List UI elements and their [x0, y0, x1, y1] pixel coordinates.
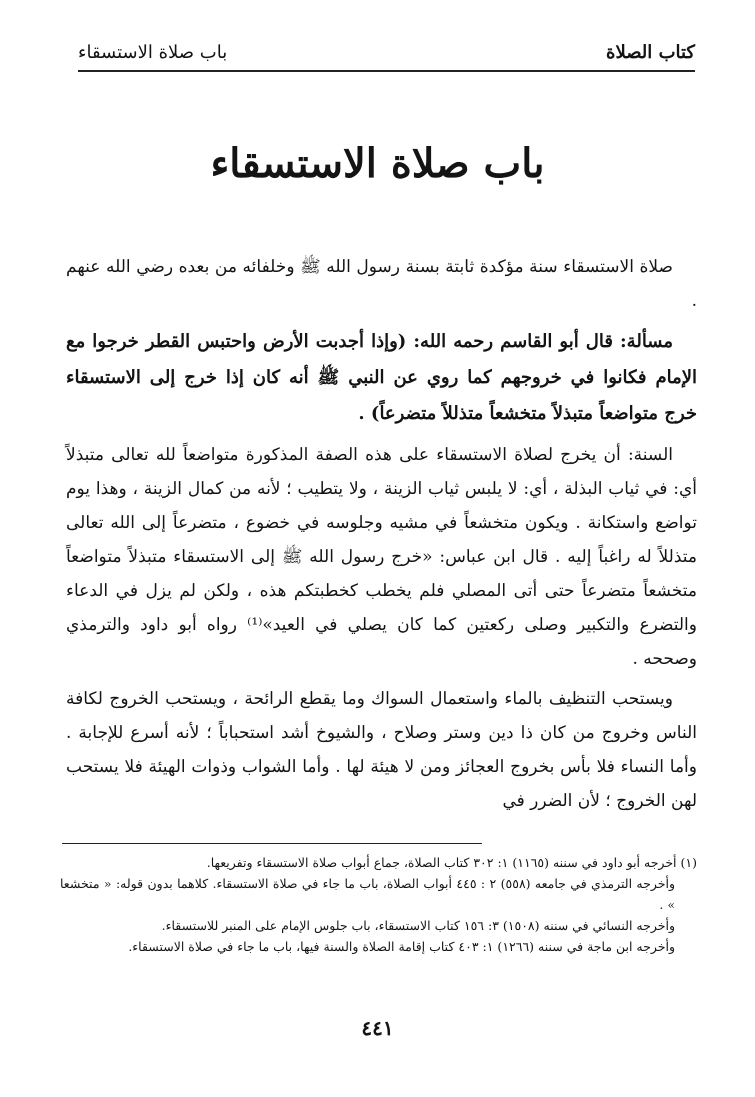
- footnote-continuation: وأخرجه الترمذي في جامعه (٥٥٨) ٢ : ٤٤٥ أبواب الصلاة، باب ما جاء في صلاة الاستسقاء. كلاهما بدون قوله: « متخشعا » .: [60, 876, 675, 912]
- paragraph-text: السنة: أن يخرج لصلاة الاستسقاء على هذه الصفة المذكورة متواضعاً لله تعالى متبذلاً أي: في ثياب البذلة ، أي: لا يلبس ثياب الزينة ، ولا يتطيب ؛ لأنه من كمال الزينة ، وهذا يوم تواضع واستكانة . ويكون متخشعاً في مشيه وجلوسه في خضوع ، متضرعاً إلى الله تعالى متذللاً له راغباً إليه . قال ابن عباس: «خرج رسول الله ﷺ إلى الاستسقاء متبذلاً متواضعاً متخشعاً متضرعاً حتى أتى المصلي فلم يخطب كخطبتكم هذه ، ولكن لم يزل في الدعاء والتضرع والتكبير وصلى ركعتين كما كان يصلي في العيد»⁽¹⁾ رواه أبو داود والترمذي وصححه .: [66, 445, 697, 669]
- paragraph-text: صلاة الاستسقاء سنة مؤكدة ثابتة بسنة رسول الله ﷺ وخلفائه من بعده رضي الله عنهم .: [66, 257, 697, 311]
- issue-paragraph: [66, 324, 697, 432]
- body-text: [66, 250, 697, 824]
- footnote-separator: [62, 843, 482, 844]
- running-header: [78, 36, 695, 72]
- paragraph-text: ويستحب التنظيف بالماء واستعمال السواك وما يقطع الرائحة ، ويستحب الخروج لكافة الناس وخروج من كان ذا دين وستر وصلاح ، والشيوخ أشد استحباباً ؛ لأنه أسرع للإجابة . وأما النساء فلا بأس بخروج العجائز ومن لا هيئة لها . وأما الشواب وذوات الهيئة فلا يستحب لهن الخروج ؛ لأن الضرر في: [66, 689, 697, 811]
- footnote: (١) أخرجه أبو داود في سننه (١١٦٥) ١: ٣٠٢ كتاب الصلاة، جماع أبواب صلاة الاستسقاء وتفريعها.: [206, 855, 697, 870]
- page-number: ٤٤١: [361, 1016, 394, 1040]
- footnote-continuation: وأخرجه النسائي في سننه (١٥٠٨) ٣: ١٥٦ كتاب الاستسقاء، باب جلوس الإمام على المنبر للاستسقاء.: [161, 918, 675, 933]
- footnotes: [60, 852, 697, 957]
- footnote-continuation: وأخرجه ابن ماجة في سننه (١٢٦٦) ١: ٤٠٣ كتاب إقامة الصلاة والسنة فيها، باب ما جاء في صلاة الاستسقاء.: [128, 939, 675, 954]
- issue-lead: مسألة: قال أبو القاسم رحمه الله:: [406, 331, 674, 352]
- paragraph: [66, 250, 697, 318]
- issue-text: (وإذا أجدبت الأرض واحتبس القطر خرجوا مع الإمام فكانوا في خروجهم كما روي عن النبي ﷺ أنه كان إذا خرج إلى الاستسقاء خرج متواضعاً متبذلاً متخشعاً متذللاً متضرعاً) .: [66, 331, 697, 424]
- chapter-title: باب صلاة الاستسقاء: [210, 140, 545, 187]
- paragraph: [66, 438, 697, 676]
- header-book-title: كتاب الصلاة: [606, 42, 695, 63]
- header-chapter-title: باب صلاة الاستسقاء: [78, 42, 228, 63]
- paragraph: [66, 682, 697, 818]
